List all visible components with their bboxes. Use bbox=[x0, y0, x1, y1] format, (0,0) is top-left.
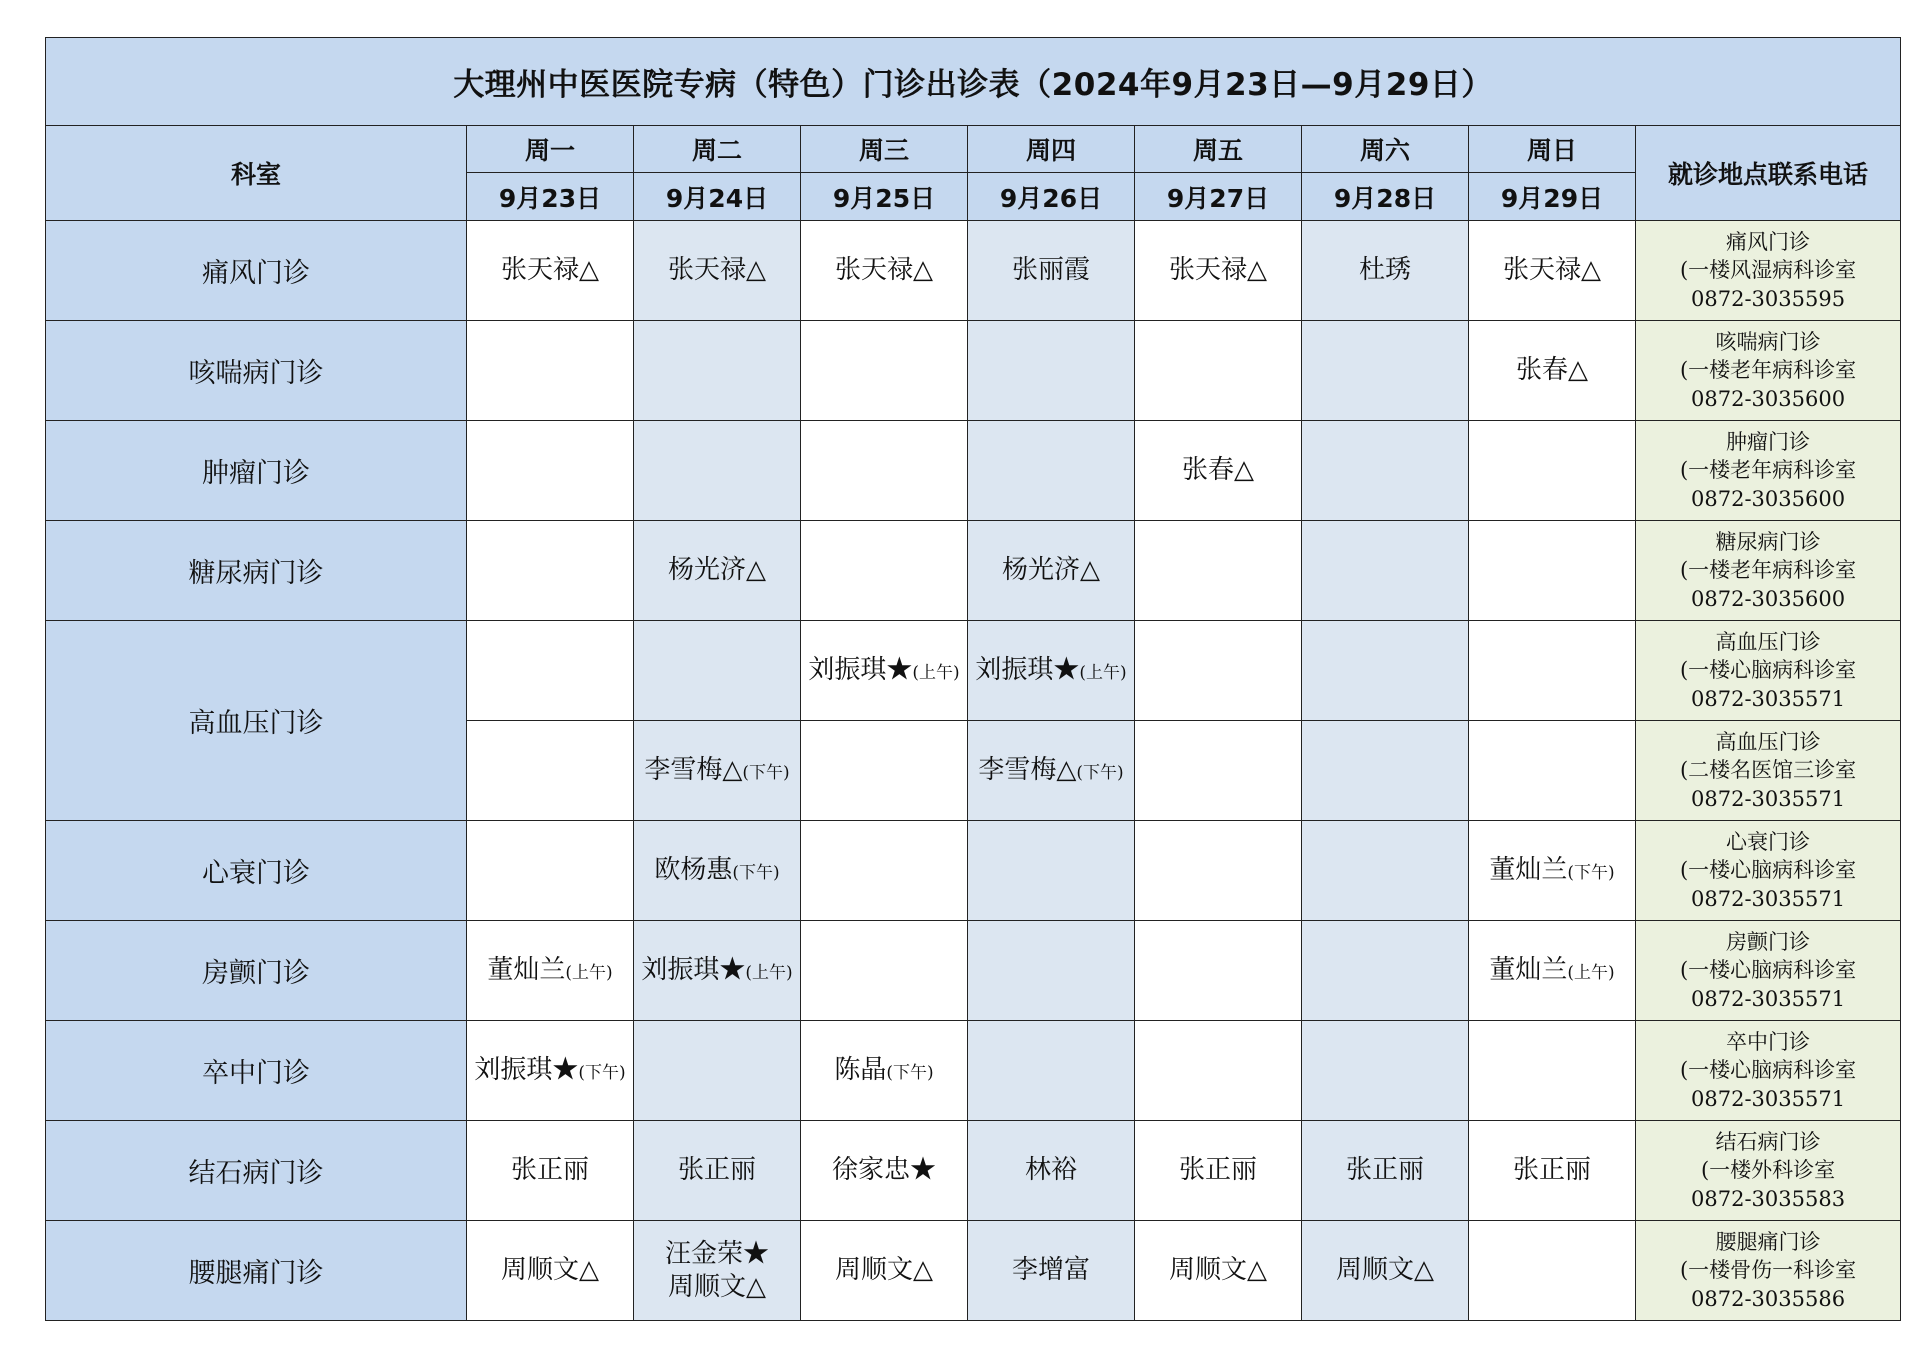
day-header: 周六 bbox=[1302, 126, 1469, 173]
schedule-cell bbox=[1469, 1121, 1636, 1221]
doctor-label: 陈晶 bbox=[834, 1055, 887, 1086]
date-header: 9月23日 bbox=[467, 173, 634, 221]
table-row bbox=[46, 321, 1901, 421]
doctor-label: 董灿兰 bbox=[487, 955, 566, 986]
schedule-cell bbox=[1469, 1221, 1636, 1321]
doctor-label: 李雪梅△ bbox=[978, 755, 1077, 786]
session-note: (上午) bbox=[565, 963, 613, 984]
doctor-label: 张正丽 bbox=[1178, 1155, 1257, 1186]
location-line: (一楼老年病科诊室 bbox=[1679, 558, 1857, 583]
schedule-cell bbox=[801, 621, 968, 721]
doctor-label: 张春△ bbox=[1516, 355, 1588, 386]
session-note: (上午) bbox=[1079, 663, 1127, 684]
schedule-cell bbox=[968, 1021, 1135, 1121]
phone-number: 0872-3035571 bbox=[1691, 886, 1846, 911]
schedule-cell bbox=[801, 921, 968, 1021]
session-note: (上午) bbox=[1567, 963, 1615, 984]
schedule-cell bbox=[1302, 1221, 1469, 1321]
schedule-cell bbox=[1469, 221, 1636, 321]
contact-cell bbox=[1636, 421, 1901, 521]
schedule-cell bbox=[1469, 521, 1636, 621]
doctor-label: 李雪梅△ bbox=[644, 755, 743, 786]
schedule-cell bbox=[1302, 521, 1469, 621]
schedule-cell bbox=[801, 521, 968, 621]
schedule-cell bbox=[968, 921, 1135, 1021]
doctor-name bbox=[634, 1271, 800, 1304]
doctor-label: 张正丽 bbox=[1512, 1155, 1591, 1186]
table-row bbox=[46, 1221, 1901, 1321]
phone-number: 0872-3035583 bbox=[1691, 1186, 1846, 1211]
dept-cell: 房颤门诊 bbox=[46, 921, 467, 1021]
schedule-cell bbox=[1302, 421, 1469, 521]
schedule-cell bbox=[1302, 921, 1469, 1021]
doctor-label: 汪金荣★ bbox=[664, 1239, 769, 1269]
schedule-cell bbox=[1302, 621, 1469, 721]
doctor-name bbox=[968, 554, 1134, 587]
schedule-cell bbox=[1469, 321, 1636, 421]
schedule-cell bbox=[968, 721, 1135, 821]
schedule-cell bbox=[1135, 521, 1302, 621]
doctor-label: 刘振琪★ bbox=[975, 655, 1080, 686]
date-header: 9月27日 bbox=[1135, 173, 1302, 221]
doctor-name bbox=[634, 1154, 800, 1187]
doctor-label: 董灿兰 bbox=[1489, 955, 1568, 986]
doctor-label: 杜琇 bbox=[1358, 255, 1411, 286]
schedule-cell bbox=[634, 321, 801, 421]
contact-cell bbox=[1636, 1021, 1901, 1121]
doctor-name bbox=[968, 1154, 1134, 1187]
schedule-cell bbox=[634, 1221, 801, 1321]
doctor-name bbox=[1302, 1154, 1468, 1187]
phone-number: 0872-3035600 bbox=[1691, 386, 1846, 411]
doctor-name bbox=[1469, 354, 1635, 387]
doctor-label: 张天禄△ bbox=[1169, 255, 1267, 286]
schedule-cell bbox=[467, 921, 634, 1021]
doctor-label: 周顺文△ bbox=[835, 1255, 933, 1286]
doctor-label: 林裕 bbox=[1024, 1155, 1077, 1186]
doctor-label: 董灿兰 bbox=[1489, 855, 1568, 886]
contact-cell bbox=[1636, 721, 1901, 821]
schedule-cell bbox=[1135, 321, 1302, 421]
schedule-cell bbox=[1135, 1021, 1302, 1121]
schedule-cell bbox=[467, 1121, 634, 1221]
session-note: (下午) bbox=[886, 1063, 934, 1084]
schedule-cell bbox=[1302, 821, 1469, 921]
doctor-label: 张正丽 bbox=[677, 1155, 756, 1186]
date-header: 9月29日 bbox=[1469, 173, 1636, 221]
location-line: 肿瘤门诊 bbox=[1726, 429, 1811, 454]
doctor-name bbox=[801, 654, 967, 687]
location-line: (一楼风湿病科诊室 bbox=[1679, 258, 1857, 283]
doctor-label: 张正丽 bbox=[510, 1155, 589, 1186]
session-note: (下午) bbox=[578, 1063, 626, 1084]
schedule-cell bbox=[968, 1121, 1135, 1221]
schedule-cell bbox=[467, 1221, 634, 1321]
dept-cell: 糖尿病门诊 bbox=[46, 521, 467, 621]
schedule-cell bbox=[1469, 721, 1636, 821]
schedule-cell bbox=[1302, 321, 1469, 421]
session-note: (上午) bbox=[745, 963, 793, 984]
schedule-cell bbox=[467, 321, 634, 421]
doctor-label: 欧杨惠 bbox=[654, 855, 733, 886]
dept-header: 科室 bbox=[46, 126, 467, 221]
schedule-cell bbox=[968, 221, 1135, 321]
location-line: (一楼心脑病科诊室 bbox=[1679, 858, 1857, 883]
location-line: 高血压门诊 bbox=[1715, 629, 1821, 654]
dept-cell: 结石病门诊 bbox=[46, 1121, 467, 1221]
location-line: (一楼外科诊室 bbox=[1700, 1158, 1836, 1183]
dept-cell: 高血压门诊 bbox=[46, 621, 467, 821]
doctor-name bbox=[968, 754, 1134, 787]
doctor-name bbox=[634, 254, 800, 287]
schedule-cell bbox=[467, 521, 634, 621]
schedule-cell bbox=[1135, 621, 1302, 721]
doctor-name bbox=[467, 1054, 633, 1087]
doctor-name bbox=[467, 1254, 633, 1287]
location-line: (一楼心脑病科诊室 bbox=[1679, 658, 1857, 683]
location-line: 房颤门诊 bbox=[1726, 929, 1811, 954]
schedule-cell bbox=[467, 1021, 634, 1121]
doctor-label: 杨光济△ bbox=[668, 555, 766, 586]
schedule-cell bbox=[634, 821, 801, 921]
schedule-cell bbox=[634, 921, 801, 1021]
schedule-cell bbox=[1302, 721, 1469, 821]
doctor-label: 张天禄△ bbox=[668, 255, 766, 286]
table-row bbox=[46, 621, 1901, 721]
doctor-name bbox=[968, 654, 1134, 687]
schedule-cell bbox=[634, 221, 801, 321]
doctor-name bbox=[634, 854, 800, 887]
location-line: 咳喘病门诊 bbox=[1715, 329, 1821, 354]
doctor-label: 周顺文△ bbox=[1336, 1255, 1434, 1286]
schedule-cell bbox=[1135, 821, 1302, 921]
phone-number: 0872-3035571 bbox=[1691, 686, 1846, 711]
schedule-cell bbox=[968, 821, 1135, 921]
doctor-name bbox=[1469, 1154, 1635, 1187]
schedule-cell bbox=[801, 1121, 968, 1221]
doctor-name bbox=[467, 254, 633, 287]
doctor-name bbox=[1135, 454, 1301, 487]
doctor-label: 张天禄△ bbox=[835, 255, 933, 286]
table-row bbox=[46, 1121, 1901, 1221]
schedule-cell bbox=[634, 1021, 801, 1121]
doctor-label: 张春△ bbox=[1182, 455, 1254, 486]
schedule-cell bbox=[634, 421, 801, 521]
schedule-cell bbox=[1302, 221, 1469, 321]
schedule-cell bbox=[1135, 921, 1302, 1021]
doctor-name bbox=[1302, 1254, 1468, 1287]
schedule-cell bbox=[968, 1221, 1135, 1321]
schedule-cell bbox=[1469, 621, 1636, 721]
doctor-label: 周顺文△ bbox=[668, 1271, 766, 1302]
doctor-name bbox=[801, 1254, 967, 1287]
doctor-label: 李增富 bbox=[1011, 1255, 1090, 1286]
table-row bbox=[46, 1021, 1901, 1121]
schedule-cell bbox=[467, 821, 634, 921]
date-header: 9月25日 bbox=[801, 173, 968, 221]
doctor-name bbox=[1469, 254, 1635, 287]
doctor-name bbox=[634, 754, 800, 787]
phone-number: 0872-3035600 bbox=[1691, 486, 1846, 511]
day-header: 周日 bbox=[1469, 126, 1636, 173]
phone-number: 0872-3035595 bbox=[1691, 286, 1846, 311]
schedule-cell bbox=[968, 621, 1135, 721]
location-line: (二楼名医馆三诊室 bbox=[1679, 758, 1857, 783]
day-header: 周三 bbox=[801, 126, 968, 173]
doctor-name bbox=[968, 254, 1134, 287]
doctor-label: 刘振琪★ bbox=[474, 1055, 579, 1086]
doctor-name bbox=[634, 554, 800, 587]
contact-cell bbox=[1636, 621, 1901, 721]
day-header: 周一 bbox=[467, 126, 634, 173]
doctor-label: 刘振琪★ bbox=[641, 955, 746, 986]
phone-number: 0872-3035600 bbox=[1691, 586, 1846, 611]
date-header: 9月24日 bbox=[634, 173, 801, 221]
day-header: 周四 bbox=[968, 126, 1135, 173]
table-row bbox=[46, 521, 1901, 621]
doctor-name bbox=[801, 1054, 967, 1087]
contact-cell bbox=[1636, 221, 1901, 321]
doctor-label: 张正丽 bbox=[1345, 1155, 1424, 1186]
doctor-label: 周顺文△ bbox=[1169, 1255, 1267, 1286]
schedule-cell bbox=[1302, 1021, 1469, 1121]
schedule-cell bbox=[1469, 1021, 1636, 1121]
session-note: (下午) bbox=[1076, 763, 1124, 784]
schedule-cell bbox=[1469, 421, 1636, 521]
schedule-body bbox=[46, 221, 1901, 1321]
contact-cell bbox=[1636, 821, 1901, 921]
doctor-name bbox=[968, 1254, 1134, 1287]
doctor-label: 徐家忠★ bbox=[831, 1155, 936, 1186]
schedule-cell bbox=[634, 621, 801, 721]
phone-number: 0872-3035571 bbox=[1691, 1086, 1846, 1111]
day-header: 周二 bbox=[634, 126, 801, 173]
day-header: 周五 bbox=[1135, 126, 1302, 173]
dept-cell: 痛风门诊 bbox=[46, 221, 467, 321]
location-line: (一楼骨伤一科诊室 bbox=[1679, 1258, 1857, 1283]
location-line: 高血压门诊 bbox=[1715, 729, 1821, 754]
table-row bbox=[46, 421, 1901, 521]
doctor-name bbox=[801, 1154, 967, 1187]
dept-cell: 腰腿痛门诊 bbox=[46, 1221, 467, 1321]
schedule-cell bbox=[1135, 1121, 1302, 1221]
location-line: 卒中门诊 bbox=[1726, 1029, 1811, 1054]
schedule-cell bbox=[801, 1021, 968, 1121]
session-note: (下午) bbox=[732, 863, 780, 884]
phone-number: 0872-3035586 bbox=[1691, 1286, 1846, 1311]
schedule-cell bbox=[801, 221, 968, 321]
table-row bbox=[46, 921, 1901, 1021]
location-line: 腰腿痛门诊 bbox=[1715, 1229, 1821, 1254]
location-line: (一楼老年病科诊室 bbox=[1679, 358, 1857, 383]
schedule-cell bbox=[801, 721, 968, 821]
session-note: (下午) bbox=[1567, 863, 1615, 884]
dept-cell: 肿瘤门诊 bbox=[46, 421, 467, 521]
doctor-name bbox=[1135, 1154, 1301, 1187]
schedule-cell bbox=[801, 421, 968, 521]
doctor-label: 张丽霞 bbox=[1011, 255, 1090, 286]
schedule-cell bbox=[968, 421, 1135, 521]
dept-cell: 卒中门诊 bbox=[46, 1021, 467, 1121]
schedule-cell bbox=[1469, 921, 1636, 1021]
doctor-name bbox=[1469, 854, 1635, 887]
schedule-cell bbox=[634, 1121, 801, 1221]
schedule-cell bbox=[1135, 421, 1302, 521]
doctor-name bbox=[801, 254, 967, 287]
doctor-name bbox=[1135, 1254, 1301, 1287]
schedule-table bbox=[45, 37, 1901, 1321]
location-line: (一楼心脑病科诊室 bbox=[1679, 1058, 1857, 1083]
schedule-cell bbox=[634, 721, 801, 821]
schedule-cell bbox=[968, 521, 1135, 621]
dept-cell: 心衰门诊 bbox=[46, 821, 467, 921]
schedule-cell bbox=[634, 521, 801, 621]
doctor-label: 杨光济△ bbox=[1002, 555, 1100, 586]
table-row bbox=[46, 821, 1901, 921]
location-line: 结石病门诊 bbox=[1715, 1129, 1821, 1154]
schedule-cell bbox=[1469, 821, 1636, 921]
location-line: (一楼老年病科诊室 bbox=[1679, 458, 1857, 483]
schedule-cell bbox=[467, 221, 634, 321]
schedule-cell bbox=[467, 421, 634, 521]
doctor-name bbox=[1469, 954, 1635, 987]
doctor-name bbox=[634, 1238, 800, 1271]
schedule-cell bbox=[801, 1221, 968, 1321]
schedule-cell bbox=[1135, 1221, 1302, 1321]
schedule-cell bbox=[1302, 1121, 1469, 1221]
schedule-cell bbox=[467, 721, 634, 821]
contact-cell bbox=[1636, 1221, 1901, 1321]
location-line: (一楼心脑病科诊室 bbox=[1679, 958, 1857, 983]
doctor-name bbox=[467, 1154, 633, 1187]
dept-cell: 咳喘病门诊 bbox=[46, 321, 467, 421]
location-line: 糖尿病门诊 bbox=[1715, 529, 1821, 554]
date-header: 9月28日 bbox=[1302, 173, 1469, 221]
session-note: (上午) bbox=[912, 663, 960, 684]
contact-header: 就诊地点联系电话 bbox=[1636, 126, 1901, 221]
contact-cell bbox=[1636, 521, 1901, 621]
doctor-label: 周顺文△ bbox=[501, 1255, 599, 1286]
doctor-name bbox=[467, 954, 633, 987]
location-line: 痛风门诊 bbox=[1726, 229, 1811, 254]
location-line: 心衰门诊 bbox=[1726, 829, 1811, 854]
contact-cell bbox=[1636, 1121, 1901, 1221]
doctor-name bbox=[1302, 254, 1468, 287]
schedule-cell bbox=[801, 321, 968, 421]
doctor-label: 张天禄△ bbox=[501, 255, 599, 286]
phone-number: 0872-3035571 bbox=[1691, 986, 1846, 1011]
contact-cell bbox=[1636, 921, 1901, 1021]
doctor-name bbox=[634, 954, 800, 987]
doctor-label: 刘振琪★ bbox=[808, 655, 913, 686]
doctor-name bbox=[1135, 254, 1301, 287]
contact-cell bbox=[1636, 321, 1901, 421]
schedule-cell bbox=[1135, 221, 1302, 321]
doctor-label: 张天禄△ bbox=[1503, 255, 1601, 286]
session-note: (下午) bbox=[742, 763, 790, 784]
page-title: 大理州中医医院专病（特色）门诊出诊表（2024年9月23日—9月29日） bbox=[46, 38, 1901, 126]
schedule-cell bbox=[801, 821, 968, 921]
schedule-cell bbox=[1135, 721, 1302, 821]
schedule-cell bbox=[968, 321, 1135, 421]
phone-number: 0872-3035571 bbox=[1691, 786, 1846, 811]
table-row bbox=[46, 221, 1901, 321]
schedule-cell bbox=[467, 621, 634, 721]
date-header: 9月26日 bbox=[968, 173, 1135, 221]
